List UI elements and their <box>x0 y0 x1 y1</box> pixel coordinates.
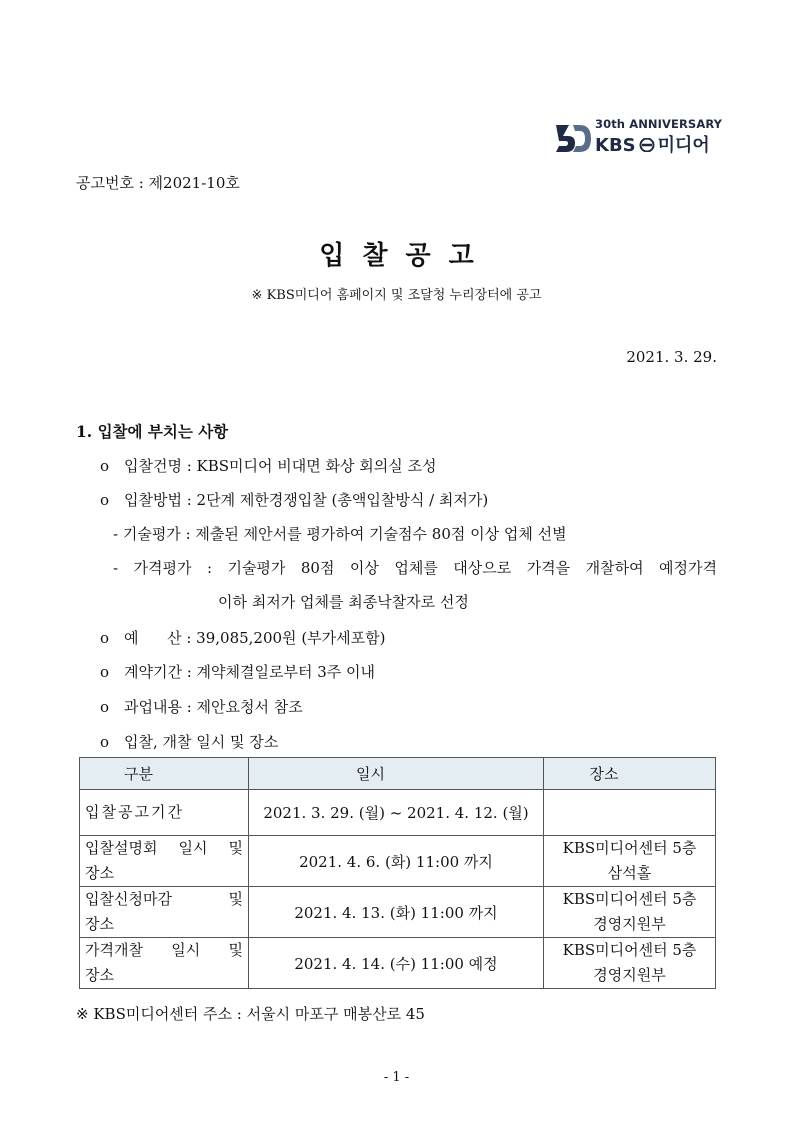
list-item-budget <box>100 627 385 648</box>
sub-item-tech-eval: - 기술평가 : 제출된 제안서를 평가하여 기술점수 80점 이상 업체 선별 <box>113 525 567 543</box>
row-place <box>544 790 716 836</box>
sub-item-price-eval-cont: 이하 최저가 업체를 최종낙찰자로 선정 <box>218 593 469 611</box>
row-datetime: 2021. 3. 29. (월) ~ 2021. 4. 12. (월) <box>249 790 544 836</box>
row-datetime: 2021. 4. 13. (화) 11:00 까지 <box>249 887 544 938</box>
bullet: o <box>100 491 110 509</box>
table-row <box>80 790 716 836</box>
notice-subtitle: ※ KBS미디어 홈페이지 및 조달청 누리장터에 공고 <box>251 288 542 303</box>
bullet: o <box>100 457 110 475</box>
logo-brand-text <box>595 131 710 157</box>
row-label: 가격개찰 일시 및 장소 <box>80 938 249 989</box>
bullet: o <box>100 629 110 647</box>
row-label: 입찰공고기간 <box>80 790 249 836</box>
list-item-task-content <box>100 696 303 717</box>
kbs-media-logo <box>553 117 723 159</box>
list-item-text: 입찰방법 : 2단계 제한경쟁입찰 (총액입찰방식 / 최저가) <box>124 491 489 509</box>
schedule-table <box>79 757 716 989</box>
list-item-text: 계약기간 : 계약체결일로부터 3주 이내 <box>124 663 376 681</box>
row-place: KBS미디어센터 5층 삼석홀 <box>544 836 716 887</box>
header-category: 구분 <box>80 758 249 790</box>
list-item-bid-method <box>100 489 488 510</box>
list-item-text: 입찰건명 : KBS미디어 비대면 화상 회의실 조성 <box>124 457 437 475</box>
table-row <box>80 938 716 989</box>
list-item-text: 과업내용 : 제안요청서 참조 <box>124 698 303 716</box>
header-datetime: 일시 <box>249 758 544 790</box>
list-item-bid-name <box>100 455 437 476</box>
bullet: o <box>100 698 110 716</box>
list-item-schedule <box>100 731 278 752</box>
table-row <box>80 836 716 887</box>
row-datetime: 2021. 4. 6. (화) 11:00 까지 <box>249 836 544 887</box>
row-label: 입찰신청마감 및 장소 <box>80 887 249 938</box>
sub-item-price-eval: - 가격평가 : 기술평가 80점 이상 업체를 대상으로 가격을 개찰하여 예정가격 <box>113 559 717 577</box>
notice-date: 2021. 3. 29. <box>626 348 717 366</box>
section-heading: 1. 입찰에 부치는 사항 <box>76 422 229 441</box>
row-place: KBS미디어센터 5층 경영지원부 <box>544 887 716 938</box>
page-number: - 1 - <box>383 1070 410 1085</box>
bullet: o <box>100 733 110 751</box>
row-label: 입찰설명회 일시 및 장소 <box>80 836 249 887</box>
table-row <box>80 887 716 938</box>
logo-kbs-text: KBS <box>595 135 636 156</box>
logo-media-text: 미디어 <box>657 135 710 156</box>
list-item-text: 예 산 : 39,085,200원 (부가세포함) <box>124 629 386 647</box>
page-title: 입찰공고 <box>319 241 492 271</box>
header-place: 장소 <box>544 758 716 790</box>
address-note: ※ KBS미디어센터 주소 : 서울시 마포구 매봉산로 45 <box>76 1005 425 1023</box>
logo-anniversary-text: 30th ANNIVERSARY <box>595 117 723 131</box>
bullet: o <box>100 663 110 681</box>
announcement-number: 공고번호 : 제2021-10호 <box>76 174 240 192</box>
row-place: KBS미디어센터 5층 경영지원부 <box>544 938 716 989</box>
kbs-eye-icon <box>638 138 656 152</box>
list-item-text: 입찰, 개찰 일시 및 장소 <box>124 733 279 751</box>
table-header-row <box>80 758 716 790</box>
row-datetime: 2021. 4. 14. (수) 11:00 예정 <box>249 938 544 989</box>
list-item-contract-period <box>100 661 375 682</box>
30th-anniversary-emblem-icon <box>553 119 593 157</box>
